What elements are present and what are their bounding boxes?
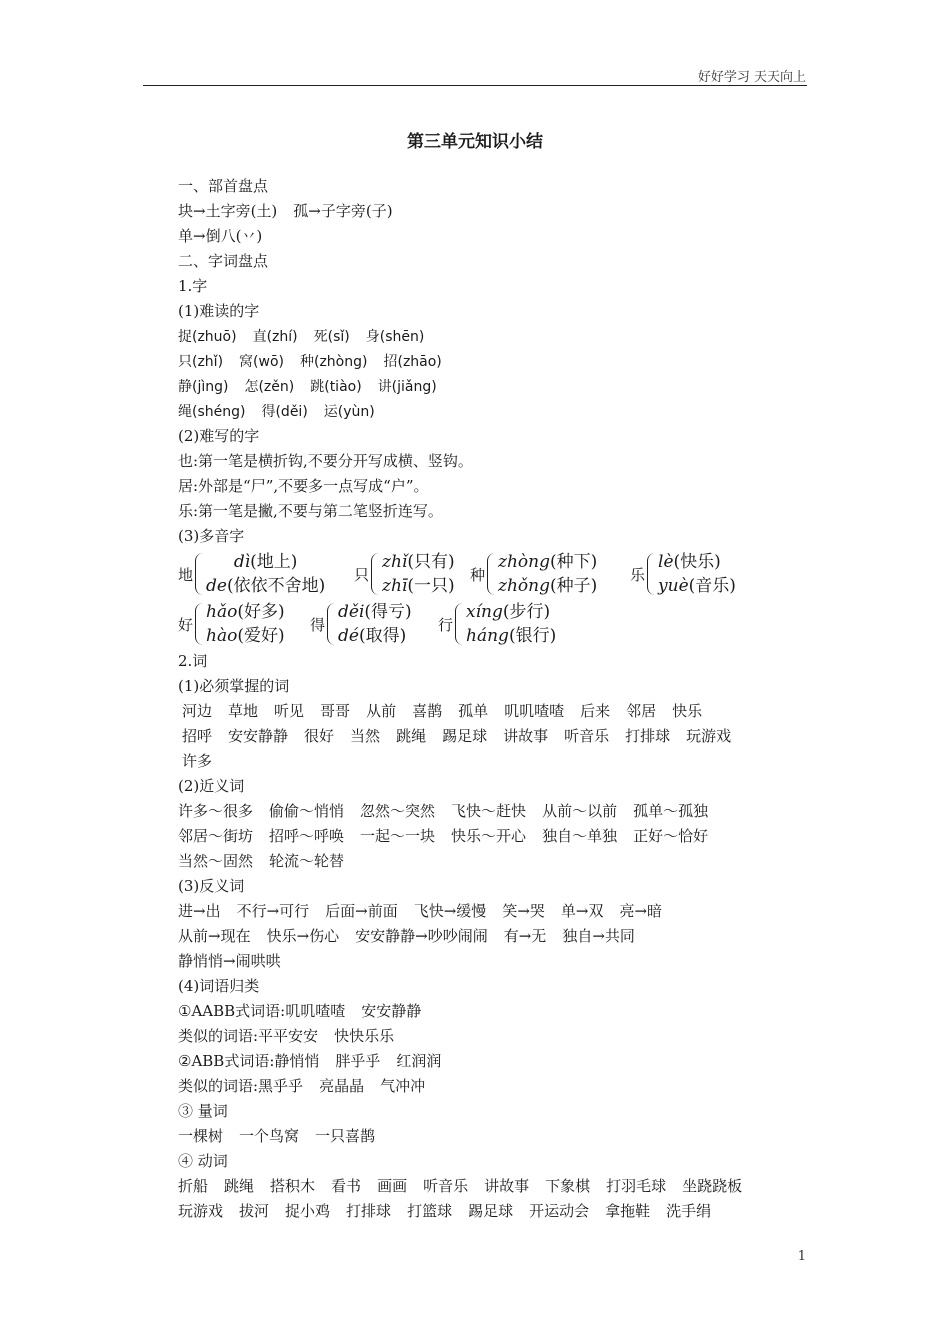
polyphone-char: 得 (310, 615, 326, 634)
text-token: 一只喜鹊 (315, 1127, 376, 1145)
text-token: 招呼 (182, 727, 213, 745)
text-token: 二、字词盘点 (178, 252, 269, 270)
polyphone-char: 地 (178, 565, 194, 584)
text-line (178, 849, 818, 874)
polyphone-reading (658, 550, 736, 574)
text-token: (2)难写的字 (178, 427, 260, 445)
polyphone-group (630, 549, 736, 599)
text-token: 玩游戏 (178, 1202, 224, 1220)
polyphone-group (310, 599, 412, 649)
text-line (178, 474, 818, 499)
example-word: (依依不舍地) (226, 576, 326, 596)
text-token: 居:外部是“尸”,不要多一点写成“户”。 (178, 477, 429, 495)
text-token: 从前～以前 (542, 802, 618, 820)
pinyin: zhòng (498, 552, 550, 572)
text-line (178, 799, 818, 824)
text-line (178, 374, 818, 399)
polyphone-reading (466, 624, 556, 648)
text-token: 河边 (182, 702, 213, 720)
text-line (178, 924, 818, 949)
example-word: (爱好) (237, 626, 285, 646)
text-token: 偷偷～悄悄 (269, 802, 345, 820)
left-brace (455, 603, 463, 645)
text-token: 不行→可行 (236, 902, 310, 920)
left-brace (371, 553, 379, 595)
text-line (178, 274, 818, 299)
text-line (178, 1174, 818, 1199)
pinyin: zhǐ (382, 552, 408, 572)
section-characters (178, 174, 818, 549)
text-token: 安安静静→吵吵闹闹 (355, 927, 488, 945)
text-token: 打排球 (625, 727, 671, 745)
polyphone-readings (338, 600, 412, 648)
text-token: 独自→共同 (562, 927, 635, 945)
text-line (178, 324, 818, 349)
text-token: 只(zhǐ) (178, 354, 224, 370)
text-line (178, 774, 818, 799)
text-token: 画画 (377, 1177, 408, 1195)
text-token: 单→倒八(丷) (178, 227, 263, 245)
text-line (178, 649, 818, 674)
text-line (178, 974, 818, 999)
text-token: 跳(tiào) (310, 379, 362, 395)
example-word: (种下) (550, 552, 598, 572)
text-line (178, 224, 818, 249)
text-token: 讲(jiǎng) (377, 379, 437, 395)
text-line (178, 249, 818, 274)
text-token: 从前→现在 (178, 927, 251, 945)
polyphone-group (178, 599, 285, 649)
text-token: 打排球 (346, 1202, 392, 1220)
text-line (178, 749, 818, 774)
left-brace (647, 553, 655, 595)
text-token: 招呼～呼唤 (269, 827, 345, 845)
example-word: (音乐) (688, 576, 736, 596)
text-line (178, 1049, 818, 1074)
text-token: 忽然～突然 (360, 802, 436, 820)
text-token: 一个鸟窝 (239, 1127, 300, 1145)
page-number: 1 (797, 1249, 806, 1264)
text-line (178, 899, 818, 924)
text-token: 折船 (178, 1177, 209, 1195)
text-token: 飞快～赶快 (451, 802, 527, 820)
text-token: (1)必须掌握的词 (178, 677, 290, 695)
text-token: 开运动会 (529, 1202, 590, 1220)
example-word: (步行) (502, 602, 551, 622)
polyphone-char: 种 (470, 565, 486, 584)
pinyin: hào (206, 626, 238, 646)
text-line (178, 449, 818, 474)
text-line (178, 174, 818, 199)
text-token: 后来 (580, 702, 611, 720)
text-token: 安安静静 (228, 727, 289, 745)
polyphone-reading (466, 600, 556, 624)
pinyin: dé (338, 626, 359, 646)
text-token: 喜鹊 (412, 702, 443, 720)
text-token: 快乐 (672, 702, 703, 720)
text-token: 身(shēn) (365, 329, 425, 345)
text-token: 后面→前面 (325, 902, 398, 920)
text-token: 胖乎乎 (335, 1052, 381, 1070)
text-token: 快乐～开心 (451, 827, 527, 845)
polyphone-group (438, 599, 556, 649)
text-token: ②ABB式词语:静悄悄 (178, 1052, 320, 1070)
text-token: 快乐→伤心 (266, 927, 340, 945)
text-token: 静(jìng) (178, 379, 229, 395)
text-line (178, 674, 818, 699)
text-token: 死(sǐ) (313, 329, 350, 345)
text-token: 许多～很多 (178, 802, 254, 820)
text-token: 打羽毛球 (606, 1177, 667, 1195)
text-token: 讲故事 (503, 727, 549, 745)
text-token: 轮流～轮替 (269, 852, 345, 870)
left-brace (195, 603, 203, 645)
text-token: ③ 量词 (178, 1102, 228, 1120)
pinyin: xíng (466, 602, 503, 622)
example-word: (地上) (250, 552, 298, 572)
polyphone-reading (338, 600, 412, 624)
pinyin: děi (338, 602, 365, 622)
polyphone-reading (498, 550, 597, 574)
text-token: 玩游戏 (686, 727, 732, 745)
text-line (178, 349, 818, 374)
text-token: 打篮球 (407, 1202, 453, 1220)
text-line (178, 874, 818, 899)
text-line (178, 1024, 818, 1049)
text-token: 一、部首盘点 (178, 177, 269, 195)
text-token: 看书 (331, 1177, 362, 1195)
pinyin: de (206, 576, 227, 596)
text-token: 坐跷跷板 (682, 1177, 743, 1195)
text-token: 叽叽喳喳 (504, 702, 565, 720)
text-token: 种(zhòng) (300, 354, 368, 370)
text-token: 静悄悄→闹哄哄 (178, 952, 281, 970)
text-line (178, 999, 818, 1024)
example-word: (一只) (407, 576, 455, 596)
section-words (178, 649, 818, 1224)
text-token: 快快乐乐 (334, 1027, 395, 1045)
page-title: 第三单元知识小结 (407, 132, 543, 152)
text-token: 很好 (304, 727, 335, 745)
polyphone-readings (466, 600, 556, 648)
text-token: 正好～恰好 (633, 827, 709, 845)
polyphone-group (178, 549, 325, 599)
text-token: 类似的词语:平平安安 (178, 1027, 319, 1045)
text-token: 捉(zhuō) (178, 329, 237, 345)
polyphone-section (178, 549, 818, 649)
text-token: 听见 (274, 702, 305, 720)
polyphone-char: 好 (178, 615, 194, 634)
text-token: 踢足球 (442, 727, 488, 745)
text-token: 也:第一笔是横折钩,不要分开写成横、竖钩。 (178, 452, 473, 470)
text-token: 一起～一块 (360, 827, 436, 845)
text-token: 邻居～街坊 (178, 827, 254, 845)
polyphone-readings (498, 550, 597, 598)
text-token: ①AABB式词语:叽叽喳喳 (178, 1002, 346, 1020)
text-token: 窝(wō) (239, 354, 284, 370)
polyphone-char: 乐 (630, 565, 646, 584)
text-token: 2.词 (178, 652, 208, 670)
page-header-text: 好好学习 天天向上 (697, 70, 806, 85)
polyphone-reading (206, 574, 325, 598)
text-token: 听音乐 (423, 1177, 469, 1195)
text-token: 气冲冲 (380, 1077, 426, 1095)
text-token: 许多 (182, 752, 213, 770)
polyphone-reading (498, 574, 597, 598)
text-line (178, 724, 818, 749)
text-line (178, 424, 818, 449)
text-token: 下象棋 (545, 1177, 591, 1195)
text-token: 单→双 (560, 902, 604, 920)
text-line (178, 1099, 818, 1124)
example-word: (取得) (358, 626, 407, 646)
text-token: 洗手绢 (666, 1202, 712, 1220)
pinyin: háng (466, 626, 509, 646)
text-token: 跳绳 (396, 727, 427, 745)
text-line (178, 699, 818, 724)
example-word: (种子) (550, 576, 598, 596)
text-token: 怎(zěn) (244, 379, 295, 395)
example-word: (银行) (508, 626, 557, 646)
text-token: 直(zhí) (252, 329, 298, 345)
text-token: 当然 (350, 727, 381, 745)
text-token: 飞快→缓慢 (413, 902, 487, 920)
text-token: 笑→哭 (502, 902, 545, 920)
text-token: 有→无 (503, 927, 547, 945)
polyphone-reading (206, 600, 285, 624)
text-line (178, 1124, 818, 1149)
text-token: 搭积木 (270, 1177, 316, 1195)
text-token: 绳(shéng) (178, 404, 246, 420)
text-line (178, 399, 818, 424)
pinyin: dì (233, 552, 251, 572)
text-token: (3)反义词 (178, 877, 245, 895)
text-token: 捉小鸡 (285, 1202, 331, 1220)
polyphone-group (470, 549, 597, 599)
polyphone-readings (206, 600, 285, 648)
text-line (178, 524, 818, 549)
text-line (178, 199, 818, 224)
text-line (178, 299, 818, 324)
text-token: ④ 动词 (178, 1152, 228, 1170)
polyphone-reading (206, 550, 325, 574)
text-token: 招(zhāo) (383, 354, 442, 370)
document-body (178, 174, 818, 1224)
text-token: 类似的词语:黑乎乎 (178, 1077, 304, 1095)
polyphone-readings (382, 550, 455, 598)
text-token: (3)多音字 (178, 527, 245, 545)
text-token: 哥哥 (320, 702, 351, 720)
polyphone-reading (658, 574, 736, 598)
text-token: 红润润 (396, 1052, 442, 1070)
text-token: 当然～固然 (178, 852, 254, 870)
text-token: 听音乐 (564, 727, 610, 745)
polyphone-group (354, 549, 455, 599)
text-token: 安安静静 (361, 1002, 422, 1020)
text-line (178, 824, 818, 849)
left-brace (195, 553, 203, 595)
polyphone-reading (338, 624, 412, 648)
text-line (178, 499, 818, 524)
polyphone-reading (206, 624, 285, 648)
text-token: 拔河 (239, 1202, 270, 1220)
left-brace (327, 603, 335, 645)
left-brace (487, 553, 495, 595)
text-line (178, 949, 818, 974)
example-word: (好多) (237, 602, 285, 622)
text-token: 独自～单独 (542, 827, 618, 845)
pinyin: lè (658, 552, 674, 572)
text-token: 踢足球 (468, 1202, 514, 1220)
text-token: 孤单 (458, 702, 489, 720)
pinyin: zhǒng (498, 576, 550, 596)
text-token: 孤单～孤独 (633, 802, 709, 820)
text-token: 孤→子字旁(子) (293, 202, 393, 220)
text-token: 跳绳 (224, 1177, 255, 1195)
text-token: (1)难读的字 (178, 302, 260, 320)
text-line (178, 1074, 818, 1099)
example-word: (只有) (407, 552, 455, 572)
pinyin: hǎo (206, 602, 238, 622)
text-token: 亮晶晶 (319, 1077, 365, 1095)
polyphone-readings (658, 550, 736, 598)
polyphone-char: 行 (438, 615, 454, 634)
text-token: 邻居 (626, 702, 657, 720)
text-token: 运(yùn) (323, 404, 375, 420)
text-token: 从前 (366, 702, 397, 720)
polyphone-readings (206, 550, 325, 598)
text-token: 亮→暗 (619, 902, 663, 920)
text-token: 拿拖鞋 (605, 1202, 651, 1220)
text-token: 一棵树 (178, 1127, 224, 1145)
text-token: 进→出 (178, 902, 221, 920)
text-token: 讲故事 (484, 1177, 530, 1195)
text-token: (2)近义词 (178, 777, 245, 795)
example-word: (快乐) (673, 552, 721, 572)
polyphone-row (178, 549, 818, 599)
text-token: 1.字 (178, 277, 208, 295)
text-token: 草地 (228, 702, 259, 720)
pinyin: zhī (382, 576, 408, 596)
text-token: 块→土字旁(土) (178, 202, 278, 220)
header-divider (143, 85, 807, 86)
text-token: (4)词语归类 (178, 977, 260, 995)
polyphone-reading (382, 550, 455, 574)
polyphone-char: 只 (354, 565, 370, 584)
polyphone-reading (382, 574, 455, 598)
text-token: 得(děi) (261, 404, 308, 420)
text-line (178, 1149, 818, 1174)
polyphone-row (178, 599, 818, 649)
text-token: 乐:第一笔是撇,不要与第二笔竖折连写。 (178, 502, 443, 520)
pinyin: yuè (658, 576, 689, 596)
example-word: (得亏) (364, 602, 412, 622)
text-line (178, 1199, 818, 1224)
